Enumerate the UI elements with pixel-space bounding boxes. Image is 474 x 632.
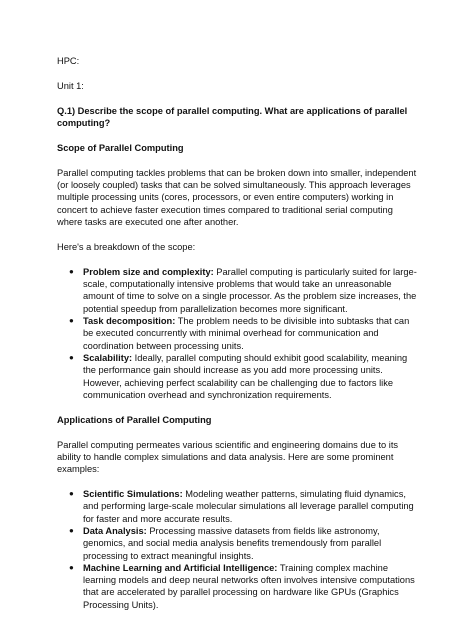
list-item-text: Processing massive datasets from fields like astronomy, genomics, and social media analysis benefits tremendously from parallel processing to extract meaningful insights. xyxy=(83,525,382,561)
list-item-term: Data Analysis: xyxy=(83,525,147,536)
bullet-icon: ● xyxy=(69,562,74,572)
list-item-term: Problem size and complexity: xyxy=(83,266,214,277)
applications-intro: Parallel computing permeates various scientific and engineering domains due to its ability to handle complex simulations and data analysis. Here are some prominent examples: xyxy=(57,439,399,475)
list-item xyxy=(57,352,417,401)
list-item xyxy=(57,266,417,315)
applications-heading: Applications of Parallel Computing xyxy=(57,414,212,425)
question-heading: Q.1) Describe the scope of parallel computing. What are applications of parallel computing? xyxy=(57,105,408,129)
scope-bullet-list xyxy=(57,266,417,401)
bullet-icon: ● xyxy=(69,266,74,276)
scope-heading: Scope of Parallel Computing xyxy=(57,142,184,153)
list-item-text: Modeling weather patterns, simulating fluid dynamics, and performing large-scale molecular simulations all leverage parallel computing for faster and more accurate results. xyxy=(83,489,414,524)
list-item xyxy=(57,315,417,352)
scope-lead: Here's a breakdown of the scope: xyxy=(57,241,196,252)
list-item-text: Training complex machine learning models and deep neural networks often involves intensive computations that are accelerated by parallel processing on hardware like GPUs (Graphics Processing Units). xyxy=(83,562,415,610)
list-item-text: The problem needs to be divisible into subtasks that can be executed concurrently with minimal overhead for communication and coordination between processing units. xyxy=(83,316,410,351)
bullet-icon: ● xyxy=(69,489,74,499)
bullet-icon: ● xyxy=(69,316,74,326)
unit-label: Unit 1: xyxy=(57,80,84,91)
list-item xyxy=(57,562,417,611)
bullet-icon: ● xyxy=(69,352,74,362)
scope-intro: Parallel computing tackles problems that can be broken down into smaller, independent (or loosely coupled) tasks that can be solved simultaneously. This approach leverages multiple processing units (cores, processors, or even entire computers) working in concert to achieve faster execution times compared to traditional serial computing where tasks are executed one after another. xyxy=(57,167,417,228)
list-item-text: Parallel computing is particularly suited for large-scale, computationally intensive problems that would take an unreasonable amount of time to solve on a single processor. As the problem size increases, the potential speedup from parallelization becomes more significant. xyxy=(83,266,417,314)
list-item-text: Ideally, parallel computing should exhibit good scalability, meaning the performance gain should increase as you add more processing units. However, achieving perfect scalability can be challenging due to factors like communication overhead and synchronization requirements. xyxy=(83,352,408,400)
applications-bullet-list xyxy=(57,488,417,611)
list-item xyxy=(57,525,417,562)
document-page xyxy=(57,55,417,611)
list-item-term: Task decomposition: xyxy=(83,316,176,327)
doc-title: HPC: xyxy=(57,56,80,66)
list-item-term: Scalability: xyxy=(83,352,133,363)
bullet-icon: ● xyxy=(69,525,74,535)
list-item-term: Machine Learning and Artificial Intelligence: xyxy=(83,562,278,573)
list-item-term: Scientific Simulations: xyxy=(83,489,183,500)
list-item xyxy=(57,488,417,525)
